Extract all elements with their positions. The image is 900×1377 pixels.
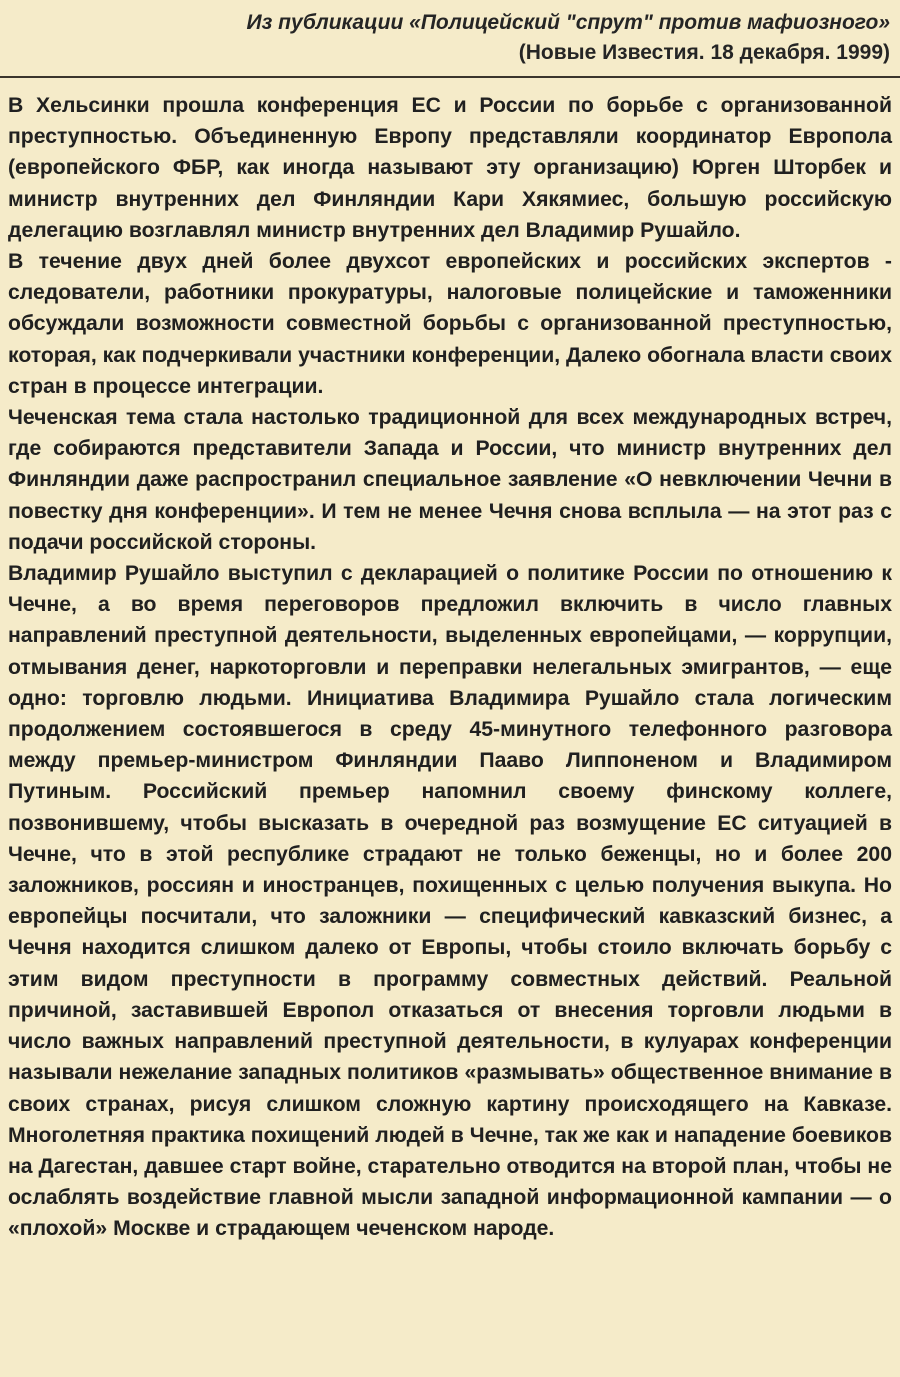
header-divider	[0, 76, 900, 78]
article-body	[8, 90, 892, 1245]
publication-title: Из публикации «Полицейский "спрут" против мафиозного»	[246, 11, 890, 34]
article-paragraph: Владимир Рушайло выступил с декларацией о политике России по отношению к Чечне, а во время переговоров предложил включить в число главных направлений преступной деятельности, выделенных европейцами, — коррупции, отмывания денег, наркоторговли и переправки нелегальных эмигрантов, — еще одно: торговлю людьми. Инициатива Владимира Рушайло стала логическим продолжением состоявшегося в среду 45-минутного телефонного разговора между премьер-министром Финляндии Пааво Липпоненом и Владимиром Путиным. Российский премьер напомнил своему финскому коллеге, позвонившему, чтобы высказать в очередной раз возмущение ЕС ситуацией в Чечне, что в этой республике страдают не только беженцы, но и более 200 заложников, россиян и иностранцев, похищенных с целью получения выкупа. Но европейцы посчитали, что заложники — специфический кавказский бизнес, а Чечня находится слишком далеко от Европы, чтобы стоило включать борьбу с этим видом преступности в программу совместных действий. Реальной причиной, заставившей Европол отказаться от внесения торговли людьми в число важных направлений преступной деятельности, в кулуарах конференции называли нежелание западных политиков «размывать» общественное внимание в своих странах, рисуя слишком сложную картину происходящего на Кавказе. Многолетняя практика похищений людей в Чечне, так же как и нападение боевиков на Дагестан, давшее старт войне, старательно отводится на второй план, чтобы не ослаблять воздействие главной мысли западной информационной кампании — о «плохой» Москве и страдающем чеченском народе.	[8, 562, 892, 1241]
publication-header	[10, 8, 890, 68]
article-paragraph: В течение двух дней более двухсот европейских и российских экспертов - следователи, работники прокуратуры, налоговые полицейские и таможенники обсуждали возможности совместной борьбы с организованной преступностью, которая, как подчеркивали участники конференции, Далеко обогнала власти своих стран в процессе интеграции.	[8, 250, 892, 398]
article-paragraph: В Хельсинки прошла конференция ЕС и России по борьбе с организованной преступностью. Объединенную Европу представляли координатор Европола (европейского ФБР, как иногда называют эту организацию) Юрген Шторбек и министр внутренних дел Финляндии Кари Хякямиес, большую российскую делегацию возглавлял министр внутренних дел Владимир Рушайло.	[8, 94, 892, 242]
publication-source: (Новые Известия. 18 декабря. 1999)	[518, 41, 890, 64]
article-paragraph: Чеченская тема стала настолько традиционной для всех международных встреч, где собираются представители Запада и России, что министр внутренних дел Финляндии даже распространил специальное заявление «О невключении Чечни в повестку дня конференции». И тем не менее Чечня снова всплыла — на этот раз с подачи российской стороны.	[8, 406, 892, 554]
